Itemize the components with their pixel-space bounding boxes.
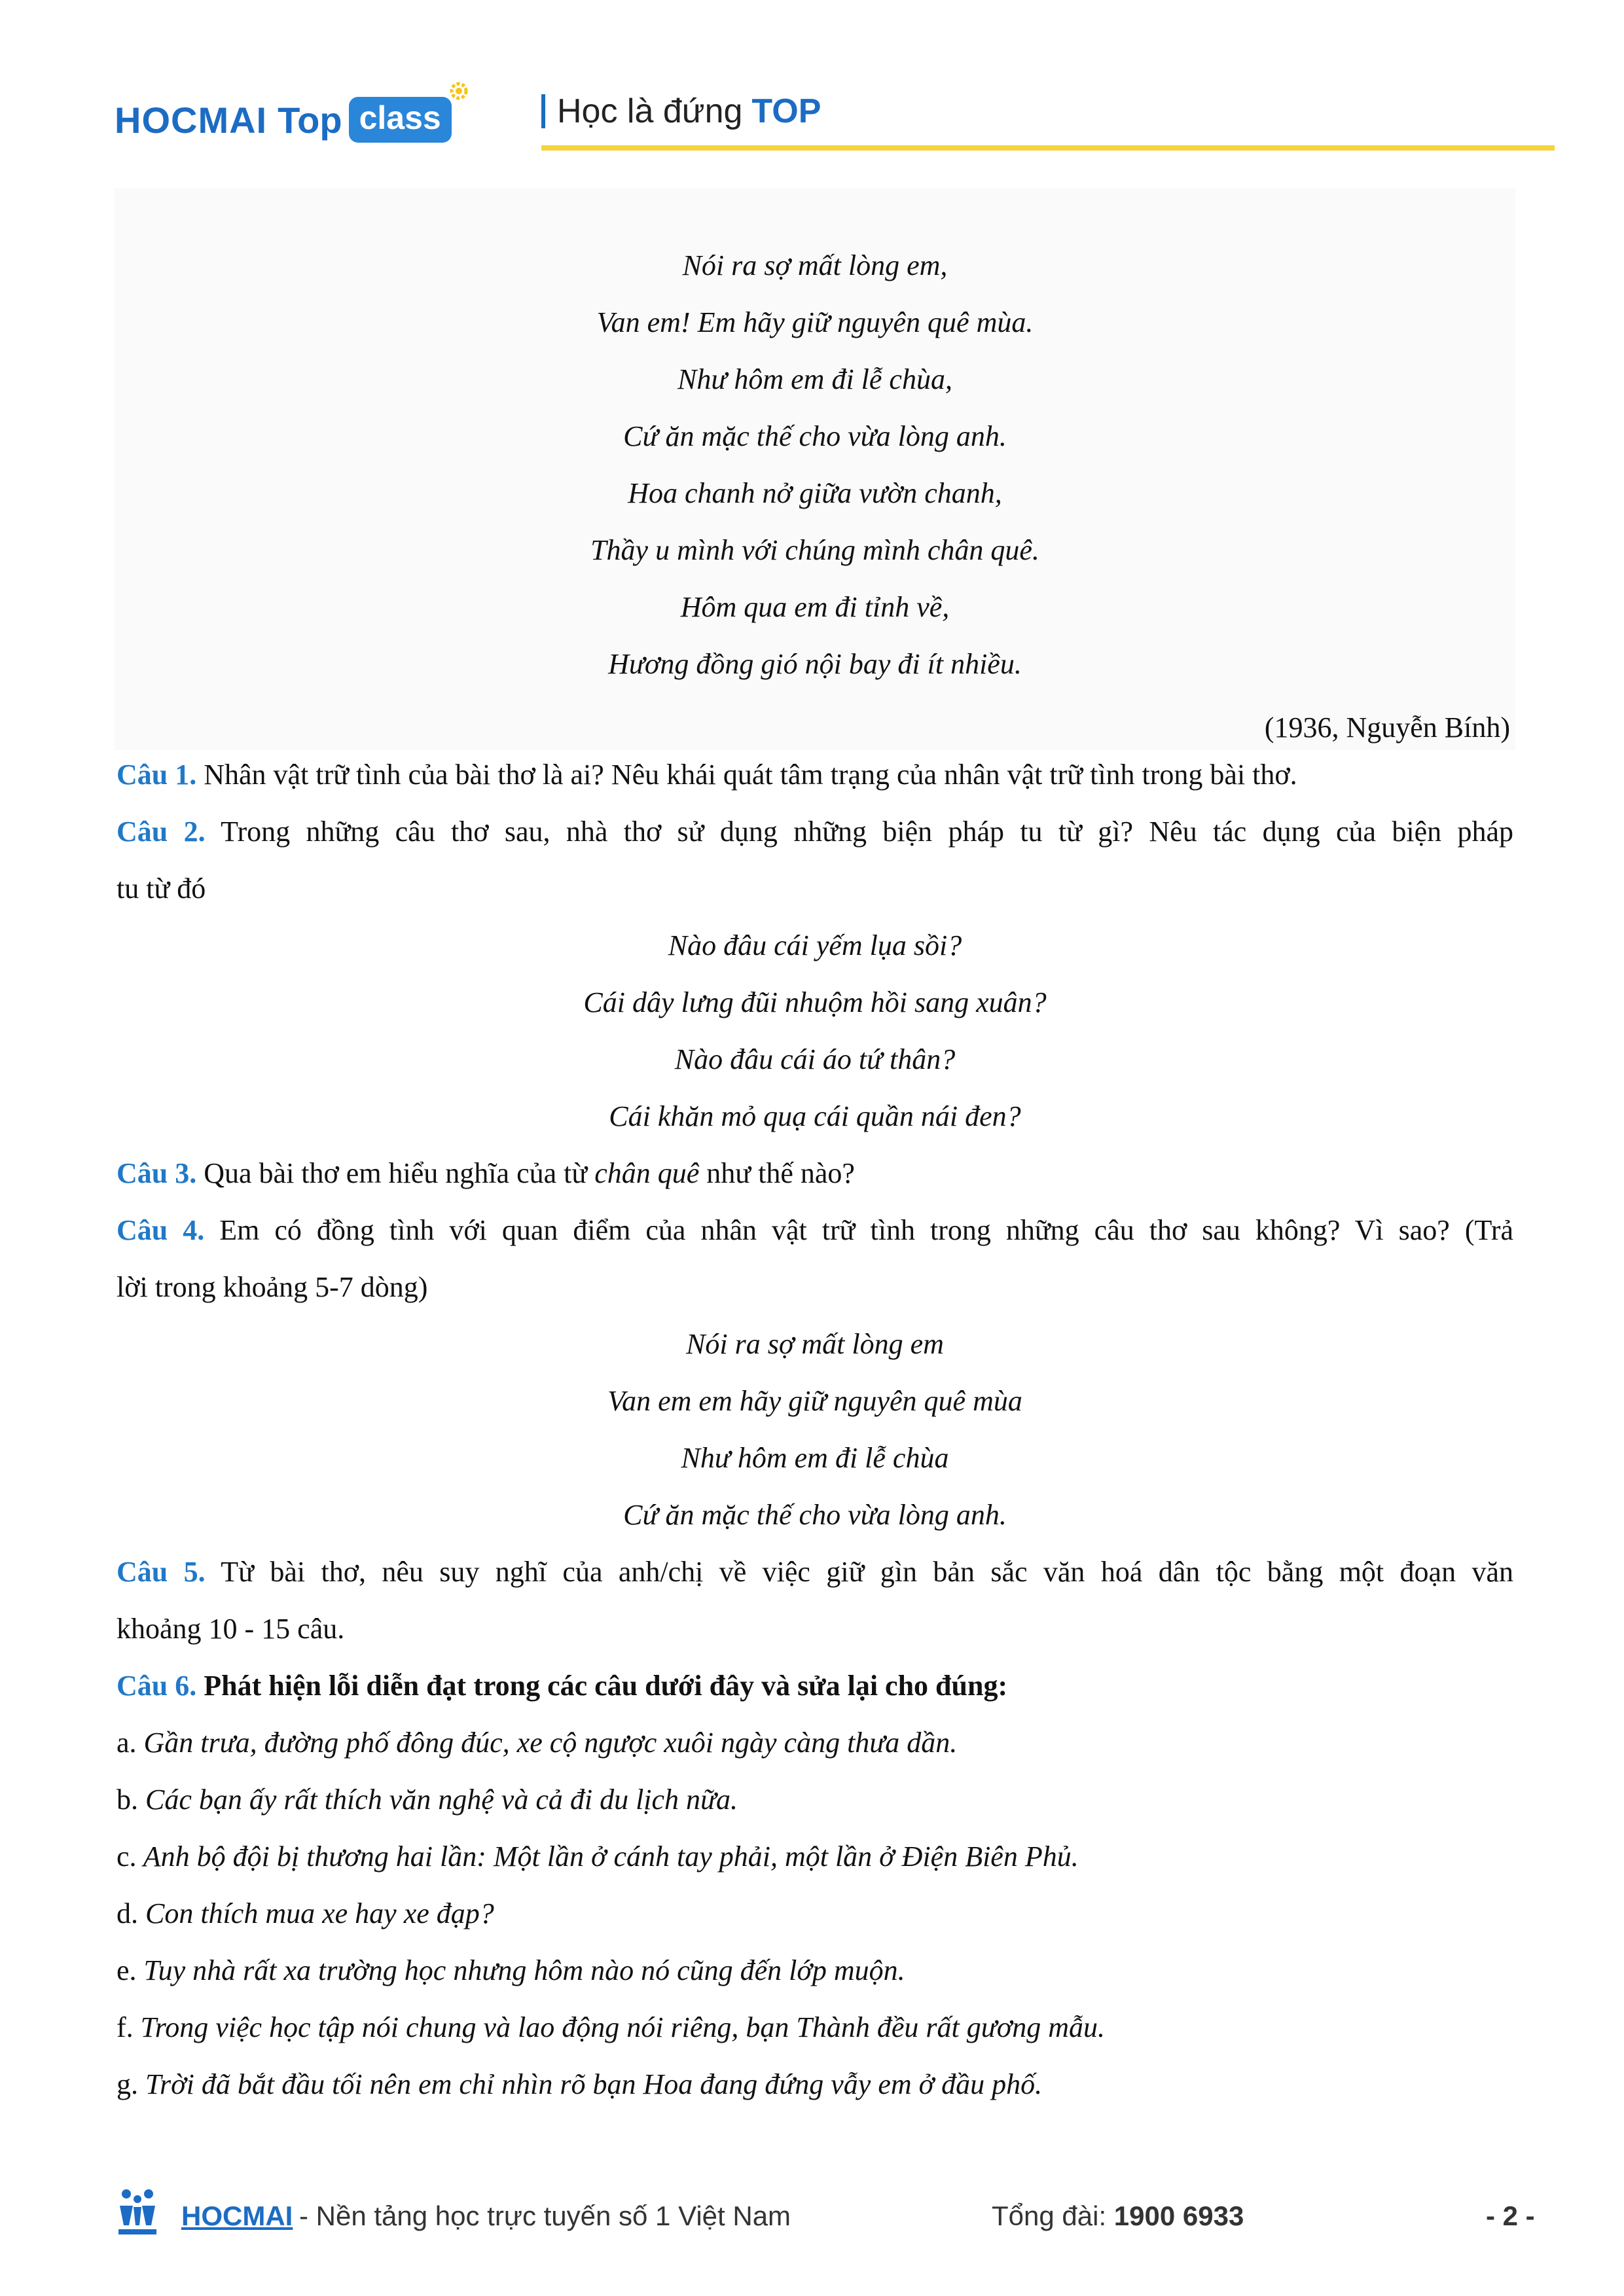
footer-hotline <box>992 2200 1244 2232</box>
item-key: g. <box>117 2068 138 2100</box>
exercise-item <box>117 2056 1513 2113</box>
question-6 <box>117 1657 1513 1714</box>
page-header <box>115 72 1555 151</box>
quoted-verse: Cái khăn mỏ quạ cái quần nái đen? <box>609 1100 1021 1132</box>
question-label: Câu 1. <box>117 759 197 791</box>
question-text: Em có đồng tình với quan điểm của nhân vật trữ tình trong những câu thơ sau không? Vì sao? (Trả <box>204 1214 1513 1246</box>
exercise-item <box>117 1885 1513 1942</box>
quoted-verse: Nói ra sợ mất lòng em <box>686 1328 944 1360</box>
hocmai-topclass-logo <box>115 90 452 149</box>
tagline-text: Học là đứng <box>557 92 743 130</box>
exercise-item <box>117 1942 1513 1999</box>
poem-line: Van em! Em hãy giữ nguyên quê mùa. <box>596 306 1034 338</box>
question-text: như thế nào? <box>699 1157 855 1189</box>
quoted-verse: Nào đâu cái yếm lụa sồi? <box>668 929 962 961</box>
poem-line: Hương đồng gió nội bay đi ít nhiều. <box>608 648 1022 680</box>
questions-section <box>117 746 1513 2113</box>
item-key: b. <box>117 1784 138 1816</box>
footer-brand-link[interactable]: HOCMAI <box>181 2200 293 2231</box>
question-5-continued: khoảng 10 - 15 câu. <box>117 1613 345 1645</box>
item-sentence: Trời đã bắt đầu tối nên em chỉ nhìn rõ bạn Hoa đang đứng vẫy em ở đầu phố. <box>138 2068 1043 2100</box>
question-text: Trong những câu thơ sau, nhà thơ sử dụng những biện pháp tu từ gì? Nêu tác dụng của biện pháp <box>205 816 1513 848</box>
page-number: - 2 - <box>1486 2200 1535 2231</box>
question-text: Từ bài thơ, nêu suy nghĩ của anh/chị về việc giữ gìn bản sắc văn hoá dân tộc bằng một đoạn văn <box>205 1556 1513 1588</box>
poem-lines <box>115 237 1515 692</box>
quoted-verse: Van em em hãy giữ nguyên quê mùa <box>607 1385 1022 1417</box>
poem-line: Thầy u mình với chúng mình chân quê. <box>590 534 1039 566</box>
header-tagline <box>541 92 821 131</box>
item-sentence: Con thích mua xe hay xe đạp? <box>138 1897 494 1929</box>
tagline-highlight: TOP <box>751 92 821 130</box>
question-1 <box>117 746 1513 803</box>
exercise-item <box>117 1714 1513 1771</box>
question-term: chân quê <box>594 1157 700 1189</box>
question-5 <box>117 1543 1513 1600</box>
question-text: Phát hiện lỗi diễn đạt trong các câu dưới đây và sửa lại cho đúng: <box>196 1670 1008 1702</box>
poem-line: Nói ra sợ mất lòng em, <box>682 249 948 281</box>
item-sentence: Gần trưa, đường phố đông đúc, xe cộ ngược xuôi ngày càng thưa dần. <box>136 1727 958 1759</box>
footer-slogan: - Nền tảng học trực tuyến số 1 Việt Nam <box>299 2200 791 2231</box>
poem-line: Như hôm em đi lễ chùa, <box>677 363 952 395</box>
item-key: d. <box>117 1897 138 1929</box>
exercise-item <box>117 1771 1513 1828</box>
exercise-item <box>117 1999 1513 2056</box>
quoted-verse: Như hôm em đi lễ chùa <box>681 1442 949 1474</box>
item-sentence: Trong việc học tập nói chung và lao động nói riêng, bạn Thành đều rất gương mẫu. <box>133 2011 1105 2043</box>
gear-icon <box>448 80 470 102</box>
item-key: f. <box>117 2011 134 2043</box>
item-key: c. <box>117 1840 137 1873</box>
question-4 <box>117 1202 1513 1259</box>
tagline-divider <box>541 94 545 128</box>
hocmai-people-icon <box>115 2186 160 2238</box>
question-4-continued: lời trong khoảng 5-7 dòng) <box>117 1271 428 1303</box>
question-label: Câu 6. <box>117 1670 197 1702</box>
exercise-item <box>117 1828 1513 1885</box>
question-text: Nhân vật trữ tình của bài thơ là ai? Nêu khái quát tâm trạng của nhân vật trữ tình trong bài thơ. <box>196 759 1297 791</box>
question-label: Câu 4. <box>117 1214 205 1246</box>
page-footer <box>115 2186 1555 2245</box>
question-text: Qua bài thơ em hiểu nghĩa của từ <box>196 1157 595 1189</box>
question-label: Câu 5. <box>117 1556 206 1588</box>
item-sentence: Các bạn ấy rất thích văn nghệ và cả đi du lịch nữa. <box>138 1784 738 1816</box>
poem-excerpt-box <box>115 188 1515 750</box>
quoted-verse: Cái dây lưng đũi nhuộm hồi sang xuân? <box>583 986 1047 1018</box>
poem-line: Cứ ăn mặc thế cho vừa lòng anh. <box>623 420 1007 452</box>
question-2 <box>117 803 1513 860</box>
item-sentence: Tuy nhà rất xa trường học nhưng hôm nào nó cũng đến lớp muộn. <box>136 1954 905 1986</box>
question-3 <box>117 1145 1513 1202</box>
logo-class-text: class <box>359 99 441 136</box>
hotline-label: Tổng đài: <box>992 2200 1114 2231</box>
item-sentence: Anh bộ đội bị thương hai lần: Một lần ở cánh tay phải, một lần ở Điện Biên Phủ. <box>136 1840 1079 1873</box>
question-label: Câu 3. <box>117 1157 197 1189</box>
question-2-continued: tu từ đó <box>117 872 206 905</box>
item-key: a. <box>117 1727 137 1759</box>
poem-attribution: (1936, Nguyễn Bính) <box>1264 711 1510 744</box>
header-underline <box>541 145 1555 151</box>
question-label: Câu 2. <box>117 816 206 848</box>
quoted-verse: Nào đâu cái áo tứ thân? <box>674 1043 956 1075</box>
quoted-verse: Cứ ăn mặc thế cho vừa lòng anh. <box>623 1499 1007 1531</box>
logo-top-text: Top <box>278 99 342 141</box>
poem-line: Hoa chanh nở giữa vườn chanh, <box>628 477 1002 509</box>
hotline-number: 1900 6933 <box>1113 2200 1244 2231</box>
poem-line: Hôm qua em đi tỉnh về, <box>680 591 950 623</box>
item-key: e. <box>117 1954 137 1986</box>
logo-hocmai-text: HOCMAI <box>115 99 268 141</box>
logo-class-badge <box>349 97 452 143</box>
